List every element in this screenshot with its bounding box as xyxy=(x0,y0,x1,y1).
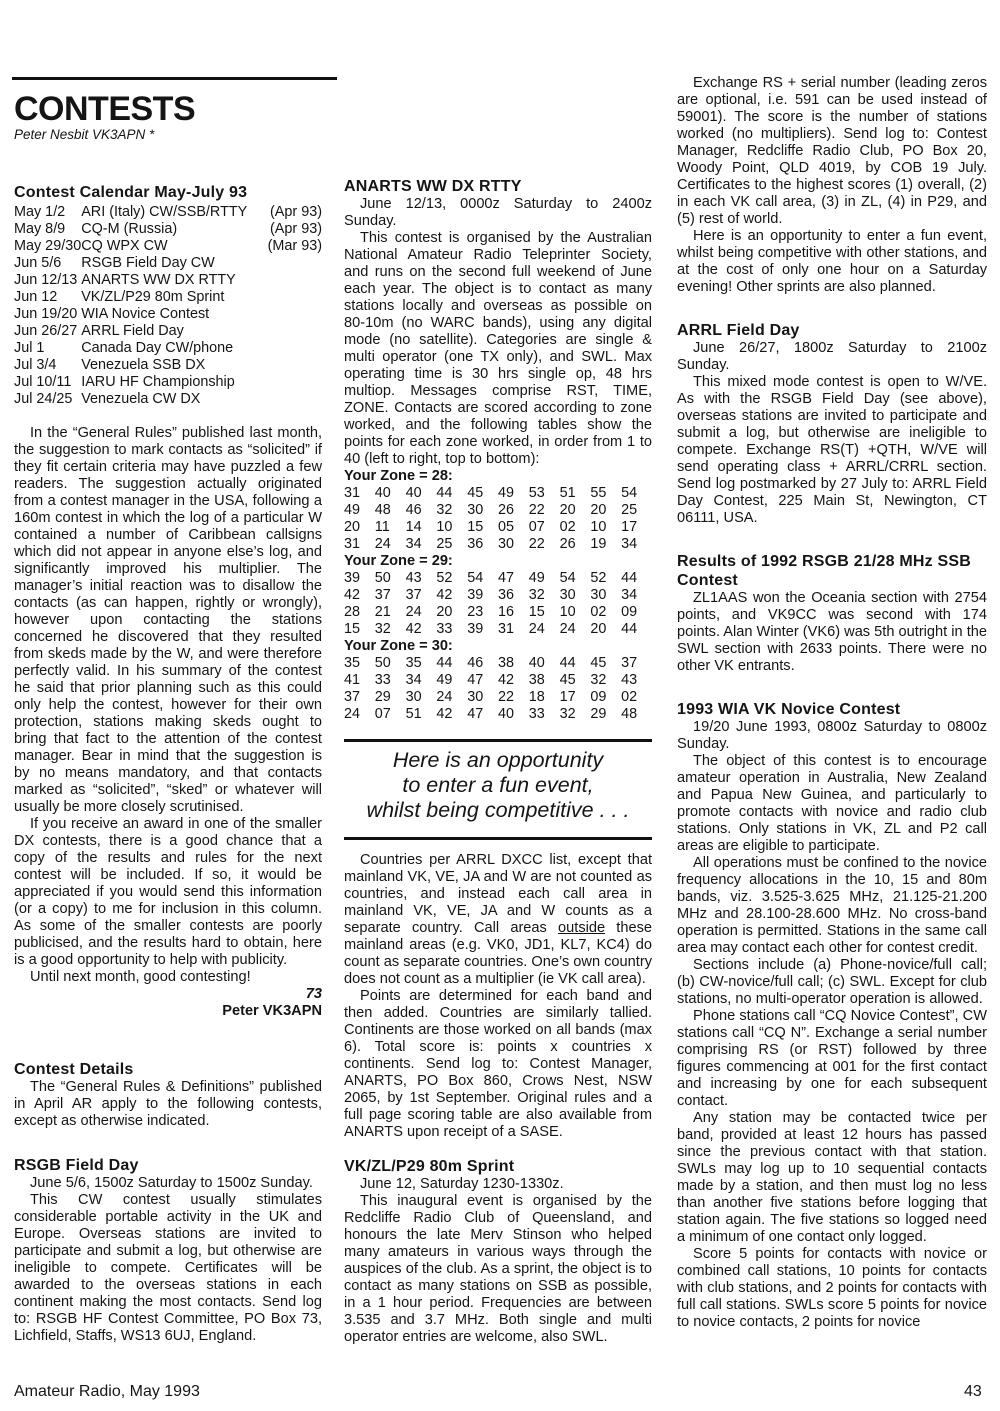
zone-cell: 33 xyxy=(436,621,453,637)
zone-cell: 49 xyxy=(436,672,453,688)
zone-row xyxy=(344,485,652,502)
zone-cell: 35 xyxy=(405,655,422,671)
pull-quote-line: whilst being competitive . . . xyxy=(366,798,630,822)
zone-cell: 37 xyxy=(405,587,422,603)
novice-paragraph-6: Any station may be contacted twice per band, provided at least 12 hours has passed since the previous contact with that station. SWLs may log up to 10 sequential contacts made by a station, and then must log no less than another five stations before logging that station again. The five stations so logged need a minimum of one contact only logged. xyxy=(677,1110,987,1245)
calendar-ref xyxy=(263,340,322,357)
zone-label: Your Zone = 28: xyxy=(344,468,453,484)
zone-cell: 11 xyxy=(374,519,390,535)
anarts-heading: ANARTS WW DX RTTY xyxy=(344,178,522,195)
zone-cell: 25 xyxy=(436,536,453,552)
zone-cell: 19 xyxy=(590,536,607,552)
sprint-paragraph-4: Here is an opportunity to enter a fun event, whilst being competitive with other stations, and at the cost of only one hour on a Saturday evening! Other sprints are also planned. xyxy=(677,228,987,295)
zone-cell: 51 xyxy=(405,706,422,722)
zone-cell: 21 xyxy=(374,604,391,620)
zone-row xyxy=(344,587,652,604)
calendar-row xyxy=(14,221,322,238)
calendar-date: Jun 12/13 xyxy=(14,272,78,288)
zone-cell: 30 xyxy=(467,502,484,518)
zone-row xyxy=(344,604,652,621)
novice-paragraph-2: The object of this contest is to encourage amateur operation in Australia, New Zealand and Papua New Guinea, and particularly to promote contacts with novice and radio club stations. Only stations in VK, ZL and P2 call areas are eligible to participate. xyxy=(677,753,987,854)
zone-cell: 34 xyxy=(405,536,422,552)
page-title: CONTESTS xyxy=(14,90,196,128)
calendar-ref xyxy=(263,272,322,289)
zone-cell: 38 xyxy=(497,655,514,671)
zone-cell: 40 xyxy=(374,485,391,501)
intro-paragraph-1: In the “General Rules” published last month, the suggestion to mark contacts as “solicited” if they fit certain criteria may have puzzled a few readers. The suggestion actually originated from a contest manager in the USA, following a 160m contest in which the log of a particular W contained a number of Caribbean callsigns which did not appear in anyone else’s log, and significantly improved his multiplier. The manager’s initial reaction was to disallow the contacts (as can happen, rightly or wrongly), however upon contacting the stations concerned he discovered that they resulted from skeds made by the W, and were therefore perfectly valid. In his summary of the contest he said that prior planning such as this could only help the contest, however for their own protection, stations making skeds ought to bring that fact to the attention of the contest manager. Bear in mind that the suggestion is by no means mandatory, and that contacts marked as “solicited”, “sked” or whatever will usually be more closely scrutinised. xyxy=(14,425,322,815)
zone-cell: 44 xyxy=(436,655,453,671)
zone-cell: 45 xyxy=(559,672,576,688)
zone-cell: 15 xyxy=(344,621,361,637)
zone-cell: 34 xyxy=(621,587,638,603)
intro-paragraph-2: If you receive an award in one of the smaller DX contests, there is a good chance that a copy of the results and rules for the next contest will be included. If so, it would be appreciated if you would send this information (or a copy) to me for inclusion in this column. As some of the smaller contests are poorly publicised, and the results hard to obtain, here is a good opportunity to help with publicity. xyxy=(14,816,322,968)
calendar-ref xyxy=(263,357,322,374)
zone-cell: 20 xyxy=(559,502,576,518)
zone-cell: 34 xyxy=(621,536,638,552)
novice-paragraph-5: Phone stations call “CQ Novice Contest”, CW stations call “CQ N”. Exchange a serial number comprising RS (or RST) followed by three figures commencing at 001 for the first contact and increasing by one for each subsequent contact. xyxy=(677,1008,987,1109)
zone-cell: 54 xyxy=(621,485,638,501)
zone-cell: 24 xyxy=(436,689,453,705)
zone-cell: 54 xyxy=(467,570,484,586)
zone-cell: 10 xyxy=(590,519,607,535)
zone-cell: 25 xyxy=(621,502,638,518)
zone-cell: 29 xyxy=(374,689,391,705)
zone-row xyxy=(344,502,652,519)
zone-cell: 50 xyxy=(374,655,391,671)
zone-cell: 18 xyxy=(528,689,545,705)
zone-cell: 22 xyxy=(528,502,545,518)
calendar-date: Jun 19/20 xyxy=(14,306,78,322)
zone-cell: 09 xyxy=(590,689,607,705)
zone-cell: 32 xyxy=(559,706,576,722)
calendar-ref: (Mar 93) xyxy=(267,238,322,254)
byline: Peter Nesbit VK3APN * xyxy=(14,127,155,142)
zone-cell: 20 xyxy=(590,621,607,637)
zone-cell: 17 xyxy=(621,519,638,535)
sprint-paragraph-1: June 12, Saturday 1230-1330z. xyxy=(360,1176,564,1192)
arrl-paragraph-1: June 26/27, 1800z Saturday to 2100z Sunday. xyxy=(677,340,987,373)
calendar-contest: ARRL Field Day xyxy=(81,323,184,339)
page-number: 43 xyxy=(964,1383,982,1400)
calendar-contest: WIA Novice Contest xyxy=(81,306,210,322)
anarts-paragraph-2: This contest is organised by the Australian National Amateur Radio Teleprinter Society, and runs on the second full weekend of June each year. The object is to contact as many stations locally and overseas as possible on 80-10m (no WARC bands), using any digital mode (no satellite). Categories are single & multi operator (one TX only), and SWL. Max operating time is 30 hrs single op, 48 hrs multiop. Messages comprise RST, TIME, ZONE. Contacts are scored according to zone worked, and the following tables show the points for each zone worked, in order from 1 to 40 (left to right, top to bottom): xyxy=(344,230,652,467)
header-rule xyxy=(12,77,337,80)
details-heading: Contest Details xyxy=(14,1061,134,1078)
zone-cell: 30 xyxy=(467,689,484,705)
zone-cell: 16 xyxy=(497,604,514,620)
zone-cell: 36 xyxy=(497,587,514,603)
sprint-heading: VK/ZL/P29 80m Sprint xyxy=(344,1158,515,1175)
zone-cell: 44 xyxy=(621,621,638,637)
zone-cell: 15 xyxy=(467,519,484,535)
zone-cell: 32 xyxy=(528,587,545,603)
calendar-ref: (Apr 93) xyxy=(270,204,322,220)
zone-cell: 43 xyxy=(405,570,422,586)
zone-cell: 07 xyxy=(374,706,391,722)
zone-cell: 30 xyxy=(590,587,607,603)
zone-cell: 31 xyxy=(497,621,514,637)
rsgb-paragraph-1: June 5/6, 1500z Saturday to 1500z Sunday. xyxy=(30,1175,313,1191)
zone-row xyxy=(344,672,652,689)
anarts-paragraph-1: June 12/13, 0000z Saturday to 2400z Sunday. xyxy=(344,196,652,229)
calendar-date: Jun 5/6 xyxy=(14,255,62,271)
details-paragraph: The “General Rules & Definitions” published in April AR apply to the following contests, except as otherwise indicated. xyxy=(14,1079,322,1129)
zone-cell: 46 xyxy=(405,502,422,518)
zone-cell: 37 xyxy=(374,587,391,603)
zone-cell: 20 xyxy=(590,502,607,518)
calendar-row xyxy=(14,340,322,357)
zone-cell: 24 xyxy=(528,621,545,637)
zone-cell: 15 xyxy=(528,604,545,620)
calendar-contest: CQ-M (Russia) xyxy=(81,221,178,237)
zone-cell: 24 xyxy=(344,706,361,722)
zone-cell: 35 xyxy=(344,655,361,671)
zone-cell: 40 xyxy=(405,485,422,501)
zone-cell: 42 xyxy=(344,587,361,603)
zone-points-table xyxy=(344,570,652,638)
zone-cell: 14 xyxy=(405,519,422,535)
zone-cell: 07 xyxy=(528,519,545,535)
zone-cell: 30 xyxy=(497,536,514,552)
zone-cell: 38 xyxy=(528,672,545,688)
zone-cell: 44 xyxy=(559,655,576,671)
calendar-row xyxy=(14,357,322,374)
novice-paragraph-7: Score 5 points for contacts with novice or combined call stations, 10 points for contacts with club stations, and 2 points for contacts with full call stations. SWLs score 5 points for novice to novice contacts, 2 points for novice xyxy=(677,1246,987,1330)
column-1 xyxy=(14,84,322,1345)
zone-cell: 31 xyxy=(344,485,361,501)
calendar-date: Jul 1 xyxy=(14,340,45,356)
calendar-date: Jun 26/27 xyxy=(14,323,78,339)
zone-cell: 44 xyxy=(436,485,453,501)
zone-cell: 49 xyxy=(344,502,361,518)
zone-cell: 29 xyxy=(590,706,607,722)
calendar-ref xyxy=(263,289,322,306)
zone-cell: 34 xyxy=(405,672,422,688)
calendar-row xyxy=(14,289,322,306)
results-heading: Results of 1992 RSGB 21/28 MHz SSB Contest xyxy=(677,553,972,589)
zone-cell: 32 xyxy=(590,672,607,688)
calendar-table xyxy=(14,204,322,408)
zone-cell: 39 xyxy=(467,587,484,603)
calendar-contest: VK/ZL/P29 80m Sprint xyxy=(81,289,225,305)
zone-cell: 32 xyxy=(436,502,453,518)
novice-heading: 1993 WIA VK Novice Contest xyxy=(677,701,901,718)
calendar-date: Jun 12 xyxy=(14,289,58,305)
zone-row xyxy=(344,689,652,706)
pull-quote-line: Here is an opportunity xyxy=(392,748,604,772)
rsgb-heading: RSGB Field Day xyxy=(14,1157,139,1174)
calendar-date: Jul 24/25 xyxy=(14,391,73,407)
signoff-name: Peter VK3APN xyxy=(222,1003,322,1019)
zone-cell: 20 xyxy=(436,604,453,620)
calendar-contest: ARI (Italy) CW/SSB/RTTY xyxy=(81,204,248,220)
zone-cell: 55 xyxy=(590,485,607,501)
zone-points-table xyxy=(344,485,652,553)
zone-cell: 02 xyxy=(621,689,638,705)
calendar-ref xyxy=(263,306,322,323)
zone-cell: 26 xyxy=(497,502,514,518)
zone-cell: 05 xyxy=(497,519,514,535)
sprint-paragraph-3: Exchange RS + serial number (leading zeros are optional, i.e. 591 can be used instead of 59001). The score is the number of stations worked (no multipliers). Send log to: Contest Manager, Redcliffe Radio Club, PO Box 20, Woody Point, QLD 4019, by COB 19 July. Certificates to the highest scores (1) overall, (2) in each VK call area, (3) in ZL, (4) in P29, and (5) rest of world. xyxy=(677,75,987,227)
intro-paragraph-3: Until next month, good contesting! xyxy=(30,969,251,985)
zone-row xyxy=(344,706,652,723)
calendar-row xyxy=(14,374,322,391)
zone-cell: 52 xyxy=(436,570,453,586)
calendar-contest: CQ WPX CW xyxy=(81,238,168,254)
zone-cell: 31 xyxy=(344,536,361,552)
zone-row xyxy=(344,570,652,587)
zone-row xyxy=(344,621,652,638)
zone-cell: 45 xyxy=(590,655,607,671)
calendar-ref xyxy=(263,374,322,391)
zone-points-table xyxy=(344,655,652,723)
zone-cell: 02 xyxy=(590,604,607,620)
calendar-ref: (Apr 93) xyxy=(270,221,322,237)
zone-cell: 23 xyxy=(467,604,484,620)
zone-cell: 39 xyxy=(467,621,484,637)
zone-tables xyxy=(344,468,652,723)
zone-cell: 30 xyxy=(559,587,576,603)
results-paragraph: ZL1AAS won the Oceania section with 2754 points, and VK9CC was second with 174 points. Alan Winter (VK6) was 5th outright in the SWL section with 2633 points. There were no other VK entrants. xyxy=(677,590,987,674)
zone-cell: 49 xyxy=(497,485,514,501)
arrl-heading: ARRL Field Day xyxy=(677,322,800,339)
anarts-paragraph-3: Countries per ARRL DXCC list, except that mainland VK, VE, JA and W are not counted as countries, and instead each call area in mainland VK, VE, JA and W counts as a separate country. Call areas outside these mainland areas (e.g. VK0, JD1, KL7, KC4) do count as separate countries. One’s own country does not count as a multiplier (ie VK call area). xyxy=(344,852,652,987)
zone-cell: 47 xyxy=(467,672,484,688)
zone-cell: 44 xyxy=(621,570,638,586)
zone-cell: 52 xyxy=(590,570,607,586)
zone-cell: 48 xyxy=(374,502,391,518)
novice-paragraph-4: Sections include (a) Phone-novice/full call; (b) CW-novice/full call; (c) SWL. Except for club stations, no multi-operator operation is allowed. xyxy=(677,957,987,1007)
zone-cell: 51 xyxy=(559,485,576,501)
arrl-paragraph-2: This mixed mode contest is open to W/VE. As with the RSGB Field Day (see above), overseas stations are invited to participate and submit a log, but otherwise are ineligible to compete. Exchange RS(T) +QTH, W/VE will send operating class + ARRL/CRRL section. Send log postmarked by 27 July to: ARRL Field Day Contest, 225 Main St, Newington, CT 06111, USA. xyxy=(677,374,987,526)
calendar-contest: RSGB Field Day CW xyxy=(81,255,215,271)
zone-cell: 20 xyxy=(344,519,361,535)
zone-cell: 40 xyxy=(528,655,545,671)
calendar-date: May 1/2 xyxy=(14,204,66,220)
calendar-ref xyxy=(263,323,322,340)
zone-cell: 32 xyxy=(374,621,391,637)
zone-cell: 42 xyxy=(497,672,514,688)
zone-cell: 47 xyxy=(497,570,514,586)
zone-cell: 46 xyxy=(467,655,484,671)
calendar-row xyxy=(14,272,322,289)
calendar-ref xyxy=(263,255,322,272)
zone-cell: 40 xyxy=(497,706,514,722)
zone-cell: 42 xyxy=(405,621,422,637)
rsgb-paragraph-2: This CW contest usually stimulates considerable portable activity in the UK and Europe. Overseas stations are invited to participate and submit a log, but otherwise are ineligible to compete. Certificates will be awarded to the overseas stations in each continent making the most contacts. Send log to: RSGB HF Contest Committee, PO Box 73, Lichfield, Staffs, WS13 6UJ, England. xyxy=(14,1192,322,1344)
zone-cell: 41 xyxy=(344,672,361,688)
calendar-date: May 8/9 xyxy=(14,221,66,237)
zone-cell: 26 xyxy=(559,536,576,552)
calendar-row xyxy=(14,255,322,272)
zone-cell: 50 xyxy=(374,570,391,586)
zone-cell: 10 xyxy=(436,519,453,535)
zone-cell: 02 xyxy=(559,519,576,535)
calendar-contest: Canada Day CW/phone xyxy=(81,340,234,356)
zone-cell: 17 xyxy=(559,689,576,705)
pull-quote-line: to enter a fun event, xyxy=(402,773,594,797)
calendar-row xyxy=(14,306,322,323)
zone-label: Your Zone = 30: xyxy=(344,638,453,654)
sprint-paragraph-2: This inaugural event is organised by the Redcliffe Radio Club of Queensland, and honours the late Merv Stinson who helped many amateurs in various ways through the auspices of the club. As a sprint, the object is to contact as many stations on SSB as possible, in a 1 hour period. Frequencies are between 3.535 and 3.7 MHz. Both single and multi operator entries are welcome, also SWL. xyxy=(344,1193,652,1345)
calendar-row xyxy=(14,238,322,255)
column-2 xyxy=(344,177,652,1346)
calendar-ref xyxy=(263,391,322,408)
zone-cell: 33 xyxy=(374,672,391,688)
calendar-row xyxy=(14,391,322,408)
zone-cell: 49 xyxy=(528,570,545,586)
calendar-date: May 29/30 xyxy=(14,238,82,254)
zone-cell: 09 xyxy=(621,604,638,620)
zone-cell: 47 xyxy=(467,706,484,722)
calendar-row xyxy=(14,204,322,221)
zone-cell: 24 xyxy=(374,536,391,552)
calendar-contest: ANARTS WW DX RTTY xyxy=(81,272,236,288)
zone-label: Your Zone = 29: xyxy=(344,553,453,569)
zone-cell: 53 xyxy=(528,485,545,501)
anarts-paragraph-4: Points are determined for each band and then added. Countries are similarly tallied. Continents are those worked on all bands (max 6). Total score is: points x countries x continents. Send log to: Contest Manager, ANARTS, PO Box 860, Crows Nest, NSW 2065, by 1st September. Original rules and a full page scoring table are also available from ANARTS upon receipt of a SASE. xyxy=(344,988,652,1140)
zone-row xyxy=(344,536,652,553)
zone-cell: 39 xyxy=(344,570,361,586)
zone-cell: 36 xyxy=(467,536,484,552)
zone-cell: 22 xyxy=(497,689,514,705)
zone-cell: 22 xyxy=(528,536,545,552)
zone-cell: 24 xyxy=(405,604,422,620)
calendar-heading: Contest Calendar May-July 93 xyxy=(14,184,248,201)
calendar-contest: Venezuela CW DX xyxy=(81,391,201,407)
zone-cell: 42 xyxy=(436,706,453,722)
signoff-73: 73 xyxy=(305,986,322,1002)
zone-cell: 43 xyxy=(621,672,638,688)
zone-row xyxy=(344,655,652,672)
zone-cell: 28 xyxy=(344,604,361,620)
zone-row xyxy=(344,519,652,536)
novice-paragraph-3: All operations must be confined to the novice frequency allocations in the 10, 15 and 80m bands, viz. 3.525-3.625 MHz, 21.125-21.200 MHz and 28.100-28.600 MHz. No cross-band operation is permitted. Stations in the same call area may contact each other for contest credit. xyxy=(677,855,987,956)
zone-cell: 42 xyxy=(436,587,453,603)
zone-cell: 37 xyxy=(621,655,638,671)
calendar-date: Jul 3/4 xyxy=(14,357,57,373)
calendar-date: Jul 10/11 xyxy=(14,374,72,390)
zone-cell: 24 xyxy=(559,621,576,637)
zone-cell: 30 xyxy=(405,689,422,705)
zone-cell: 54 xyxy=(559,570,576,586)
zone-cell: 10 xyxy=(559,604,576,620)
column-3 xyxy=(677,75,987,1331)
novice-paragraph-1: 19/20 June 1993, 0800z Saturday to 0800z Sunday. xyxy=(677,719,987,752)
calendar-row xyxy=(14,323,322,340)
footer-publication: Amateur Radio, May 1993 xyxy=(14,1383,200,1400)
zone-cell: 48 xyxy=(621,706,638,722)
pull-quote xyxy=(344,739,652,840)
calendar-contest: Venezuela SSB DX xyxy=(81,357,206,373)
zone-cell: 45 xyxy=(467,485,484,501)
zone-cell: 33 xyxy=(528,706,545,722)
zone-cell: 37 xyxy=(344,689,361,705)
calendar-contest: IARU HF Championship xyxy=(81,374,235,390)
